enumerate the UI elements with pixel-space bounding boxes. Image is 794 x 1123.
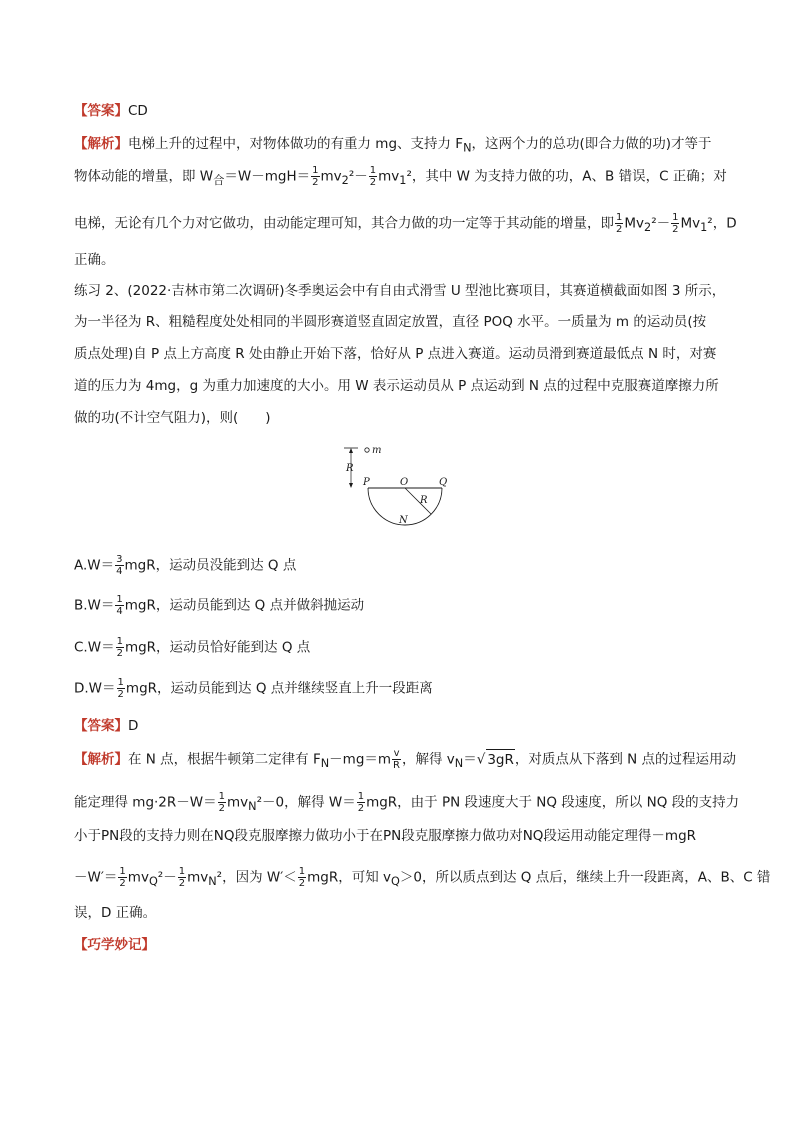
exercise-text: 道的压力为 4mg，g 为重力加速度的大小。用 W 表示运动员从 P 点运动到 N 点的过程中克服赛道摩擦力所 bbox=[74, 378, 719, 394]
answer-tag: 【答案】 bbox=[74, 103, 128, 119]
analysis-line-4 bbox=[74, 250, 722, 270]
analysis-text: ，解得 v bbox=[402, 751, 455, 768]
analysis-text: 能定理得 mg·2R－W＝ bbox=[74, 794, 217, 811]
subscript: N bbox=[320, 757, 330, 771]
label-P: P bbox=[363, 477, 370, 488]
particle-marker bbox=[365, 448, 369, 452]
analysis-line-2 bbox=[74, 165, 727, 191]
option-prefix: D.W＝ bbox=[74, 680, 116, 697]
subscript: N bbox=[463, 141, 472, 155]
answer-line-2 bbox=[74, 716, 722, 736]
fraction: $\frac{v}{R}$ bbox=[393, 748, 400, 771]
analysis-text: 物体动能的增量，即 W bbox=[74, 168, 214, 185]
label-Q: Q bbox=[439, 477, 448, 488]
analysis-text: ²－ bbox=[348, 168, 368, 185]
analysis-text: ²－0，解得 W＝ bbox=[256, 794, 356, 811]
exercise-line-1 bbox=[74, 281, 726, 301]
analysis-text: ²，其中 W 为支持力做的功，A、B 错误，C 正确；对 bbox=[406, 168, 727, 185]
analysis2-line-4 bbox=[74, 866, 771, 892]
exercise-line-4 bbox=[74, 376, 722, 396]
subscript: N bbox=[454, 757, 464, 771]
fraction: $\frac{1}{2}$ bbox=[116, 636, 123, 659]
exercise-line-5 bbox=[74, 408, 722, 428]
tips-tag: 【巧学妙记】 bbox=[74, 937, 155, 953]
answer-value: D bbox=[128, 718, 139, 734]
fraction: $\frac{1}{2}$ bbox=[369, 165, 377, 188]
arrow-down bbox=[349, 483, 353, 488]
subscript: 2 bbox=[644, 221, 652, 235]
label-R-radius: R bbox=[420, 495, 428, 506]
option-text: mgR，运动员能到达 Q 点并做斜抛运动 bbox=[124, 597, 365, 614]
option-c bbox=[74, 636, 722, 659]
analysis-text: ²，因为 W′＜ bbox=[216, 869, 297, 886]
subscript: Q bbox=[148, 875, 158, 889]
arrow-up bbox=[349, 448, 353, 453]
analysis-text: ＝W－mgH＝ bbox=[224, 168, 311, 185]
analysis-text: ，这两个力的总功(即合力做的功)才等于 bbox=[471, 136, 712, 152]
answer-line-1 bbox=[74, 101, 722, 121]
analysis-text: ²－ bbox=[157, 869, 177, 886]
analysis-text: ＝ bbox=[463, 751, 477, 768]
subscript: Q bbox=[391, 875, 400, 889]
analysis2-line-3 bbox=[74, 826, 722, 846]
analysis-text: mv bbox=[227, 794, 249, 811]
analysis-text: ，对质点从下落到 N 点的过程运用动 bbox=[514, 751, 737, 768]
analysis-line-3 bbox=[74, 212, 737, 238]
analysis-tag: 【解析】 bbox=[74, 751, 128, 768]
fraction: $\frac{1}{2}$ bbox=[312, 165, 319, 188]
analysis-text: 小于PN段的支持力则在NQ段克服摩擦力做功小于在PN段克服摩擦力做功对NQ段运用动能定理得－mgR bbox=[74, 828, 697, 844]
label-m: m bbox=[372, 445, 382, 456]
label-O: O bbox=[400, 477, 409, 488]
option-d bbox=[74, 677, 722, 700]
analysis-text: mgR，可知 v bbox=[307, 869, 392, 886]
tips-line bbox=[74, 935, 722, 955]
label-R-height: R bbox=[346, 463, 354, 474]
fraction: $\frac{1}{2}$ bbox=[298, 866, 306, 889]
analysis2-line-5 bbox=[74, 903, 722, 923]
option-prefix: B.W＝ bbox=[74, 597, 115, 614]
fraction: $\frac{1}{2}$ bbox=[616, 212, 623, 235]
exercise-text: 为一半径为 R、粗糙程度处处相同的半圆形赛道竖直固定放置，直径 POQ 水平。一质量为 m 的运动员(按 bbox=[74, 314, 707, 330]
subscript: 1 bbox=[399, 174, 407, 188]
u-track-figure bbox=[330, 440, 460, 530]
analysis-text: mgR，由于 PN 段速度大于 NQ 段速度，所以 NQ 段的支持力 bbox=[366, 794, 740, 811]
analysis-text: －W′＝ bbox=[74, 869, 118, 886]
subscript: N bbox=[208, 875, 217, 889]
analysis-text: －mg＝m bbox=[329, 751, 392, 768]
analysis-line-1 bbox=[74, 134, 722, 159]
option-text: mgR，运动员能到达 Q 点并继续竖直上升一段距离 bbox=[125, 680, 433, 697]
analysis-text: ²－ bbox=[651, 215, 671, 232]
analysis-text: 电梯，无论有几个力对它做功，由动能定理可知，其合力做的功一定等于其动能的增量，即 bbox=[74, 215, 614, 232]
analysis-text: mv bbox=[378, 168, 400, 185]
subscript: 2 bbox=[341, 174, 349, 188]
analysis-text: mv bbox=[187, 869, 209, 886]
analysis-text: mv bbox=[127, 869, 149, 886]
analysis-text: Mv bbox=[680, 215, 701, 232]
option-a bbox=[74, 554, 722, 577]
fraction: $\frac{1}{2}$ bbox=[357, 791, 365, 814]
analysis-text: Mv bbox=[624, 215, 645, 232]
u-track-diagram bbox=[330, 440, 460, 530]
answer-tag: 【答案】 bbox=[74, 718, 128, 734]
fraction: $\frac{1}{2}$ bbox=[672, 212, 679, 235]
exercise-text: 质点处理)自 P 点上方高度 R 处由静止开始下落，恰好从 P 点进入赛道。运动员滑到赛道最低点 N 时，对赛 bbox=[74, 346, 717, 362]
option-prefix: C.W＝ bbox=[74, 639, 115, 656]
exercise-line-2 bbox=[74, 312, 722, 332]
answer-value: CD bbox=[128, 103, 148, 119]
fraction: $\frac{3}{4}$ bbox=[116, 554, 123, 577]
analysis2-line-1: 【解析】在 N 点，根据牛顿第二定律有 $F_N-mg=m$ $\frac{v}{R}$ ，解得 $v_N=√$ 3gR，对质点从下落到 N 点的过程运用动 bbox=[74, 748, 737, 771]
analysis-text: mv bbox=[320, 168, 342, 185]
sqrt-radicand: 3gR bbox=[486, 749, 515, 770]
option-b bbox=[74, 594, 722, 617]
analysis-text: 误，D 正确。 bbox=[74, 905, 157, 921]
analysis-text: 在 N 点，根据牛顿第二定律有 F bbox=[128, 751, 321, 768]
analysis-text: 电梯上升的过程中，对物体做功的有重力 mg、支持力 F bbox=[128, 136, 464, 152]
fraction: $\frac{1}{2}$ bbox=[119, 866, 126, 889]
exercise-line-3 bbox=[74, 344, 722, 364]
fraction: $\frac{1}{2}$ bbox=[178, 866, 186, 889]
analysis2-line-2 bbox=[74, 791, 740, 817]
exercise-text: 练习 2、(2022·吉林市第二次调研)冬季奥运会中有自由式滑雪 U 型池比赛项目，其赛道横截面如图 3 所示， bbox=[74, 283, 726, 299]
exercise-text: 做的功(不计空气阻力)，则( ) bbox=[74, 410, 271, 426]
option-prefix: A.W＝ bbox=[74, 557, 115, 574]
analysis-text: 正确。 bbox=[74, 252, 115, 268]
option-text: mgR，运动员恰好能到达 Q 点 bbox=[124, 639, 311, 656]
subscript: 合 bbox=[213, 174, 225, 188]
fraction: $\frac{1}{2}$ bbox=[218, 791, 225, 814]
fraction: $\frac{1}{2}$ bbox=[117, 677, 124, 700]
fraction: $\frac{1}{4}$ bbox=[116, 594, 123, 617]
label-N: N bbox=[399, 515, 408, 526]
analysis-tag: 【解析】 bbox=[74, 136, 128, 152]
option-text: mgR，运动员没能到达 Q 点 bbox=[124, 557, 297, 574]
analysis-text: ＞0，所以质点到达 Q 点后，继续上升一段距离，A、B、C 错 bbox=[399, 869, 771, 886]
analysis-text: ²，D bbox=[707, 215, 737, 232]
subscript: 1 bbox=[700, 221, 708, 235]
subscript: N bbox=[248, 800, 257, 814]
